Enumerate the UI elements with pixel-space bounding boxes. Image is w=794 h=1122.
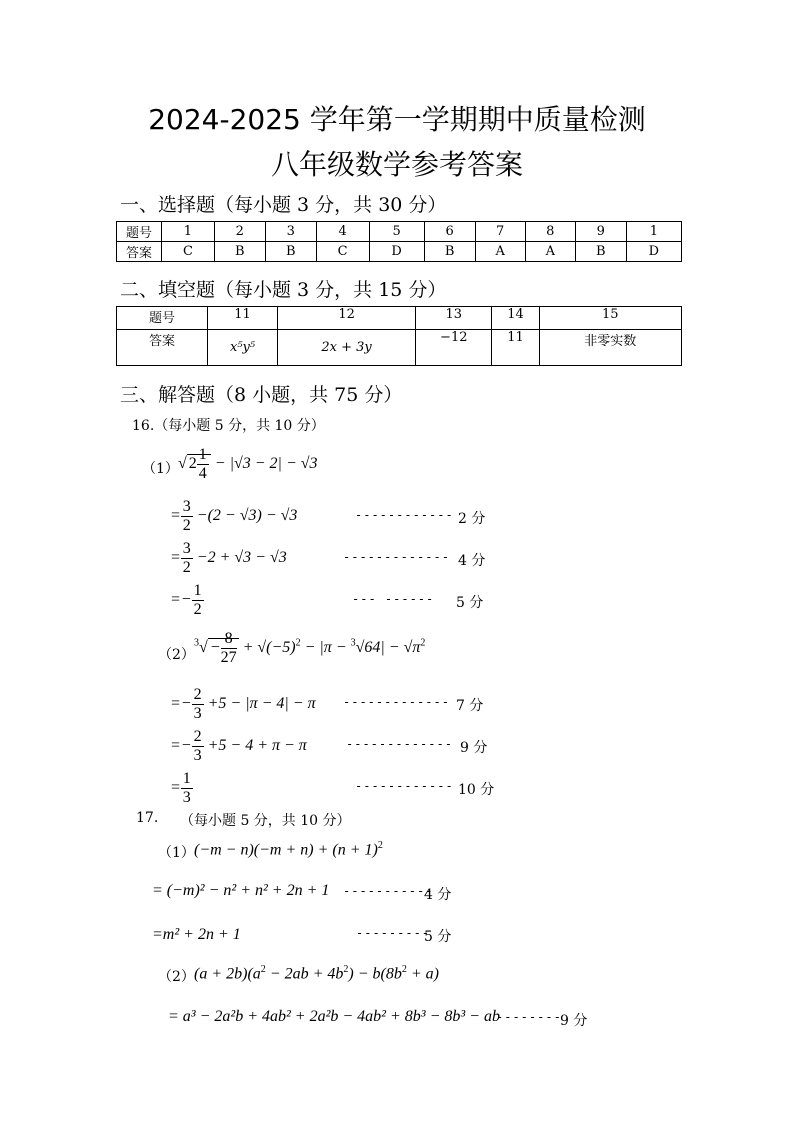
table-cell: 7 [475,222,525,242]
page-title: 2024-2025 学年第一学期期中质量检测 [148,103,646,136]
q16-header: 16.（每小题 5 分，共 10 分） [132,418,325,434]
score-mark: 5 分 [424,929,452,945]
q17-p2-expression: $(a + 2b)(a^2 - 2ab + 4b^2) - b(8b^2 + a)$ [194,964,439,983]
score-dashes: ------------ [355,508,454,522]
fill-number-row [117,307,682,330]
table-cell: B [424,242,475,262]
score-mark: 7 分 [456,698,484,714]
score-mark: 2 分 [458,511,486,527]
table-cell: 2 [214,222,265,242]
q16-p2-step1: =− $\frac{2}{3}$ +5 − |π − 4| − π [170,686,316,722]
q17-part1-label: （1） [158,845,195,861]
score-dashes: -------- [496,1010,562,1024]
table-cell: 15 [539,307,681,330]
q17-header: （每小题 5 分，共 10 分） [180,813,351,829]
row-label: 答案 [117,242,162,262]
table-cell: A [525,242,575,262]
q17-p1-step2: =m² + 2n + 1 [152,926,241,943]
table-cell: 1 [162,222,215,242]
table-cell: x⁵y⁵ [208,330,278,366]
table-cell: 11 [492,330,539,366]
table-cell: B [214,242,265,262]
table-cell: 2x + 3y [278,330,416,366]
table-cell: C [162,242,215,262]
choice-answer-table [116,221,682,262]
row-label: 题号 [117,222,162,242]
section2-heading: 二、填空题（每小题 3 分，共 15 分） [120,279,447,301]
row-label: 题号 [117,307,208,330]
table-cell: 5 [369,222,424,242]
score-dashes: ----------- [343,884,434,898]
table-cell: 3 [265,222,316,242]
table-cell: 13 [416,307,492,330]
q16-p1-step2: = $\frac{3}{2}$ −2 + √3 − √3 [170,540,287,576]
fill-answer-row [117,330,682,366]
page-subtitle: 八年级数学参考答案 [270,148,523,181]
score-dashes: ------------- [346,737,453,751]
score-mark: 4 分 [458,553,486,569]
table-cell: 11 [208,307,278,330]
table-cell: D [626,242,681,262]
table-cell: 8 [525,222,575,242]
score-dashes: ------------- [343,550,450,564]
q16-p1-expression: √ 2 $\frac{1}{4}$ − |√3 − 2| − √3 [178,446,318,482]
q16-p2-step3: = $\frac{1}{3}$ [170,770,191,806]
section3-heading: 三、解答题（8 小题，共 75 分） [120,384,403,406]
score-dashes: --------- [356,926,431,940]
q16-part1-label: （1） [142,461,179,477]
score-mark: 4 分 [424,887,452,903]
score-mark: 9 分 [460,740,488,756]
q17-p1-expression: $(-m - n)(-m + n) + (n + 1)^2$ [194,840,383,859]
q17-p1-step1: = (−m)² − n² + n² + 2n + 1 [152,882,330,899]
choice-answer-row [117,242,682,262]
table-cell: 12 [278,307,416,330]
table-cell: C [316,242,369,262]
q16-p1-step3: =− $\frac{1}{2}$ [170,582,202,618]
table-cell: 14 [492,307,539,330]
table-cell: 4 [316,222,369,242]
section1-heading: 一、选择题（每小题 3 分，共 30 分） [120,194,447,216]
table-cell: B [575,242,626,262]
q17-number: 17. [136,810,159,826]
score-mark: 10 分 [458,782,495,798]
table-cell: 6 [424,222,475,242]
score-dashes: ------------ [355,779,454,793]
table-cell: 1 [626,222,681,242]
score-mark: 5 分 [456,595,484,611]
choice-number-row [117,222,682,242]
score-mark: 9 分 [560,1013,588,1029]
table-cell: D [369,242,424,262]
score-dashes: ------------- [343,695,450,709]
fill-answer-table [116,306,682,366]
table-cell: 9 [575,222,626,242]
q16-part2-label: （2） [158,647,195,663]
q16-p2-expression: $^3$√ − $\frac{8}{27}$ + $√(-5)^2 - |\pi - ^3√64| - √\pi^2$ [194,630,426,666]
table-cell: 非零实数 [539,330,681,366]
q16-p1-step1: = $\frac{3}{2}$ −(2 − √3) − √3 [170,498,298,534]
q17-p2-step1: = a³ − 2a²b + 4ab² + 2a²b − 4ab² + 8b³ − 8b³ − ab [168,1008,500,1025]
table-cell: A [475,242,525,262]
table-cell: B [265,242,316,262]
table-cell: −12 [416,330,492,366]
q17-part2-label: （2） [158,969,195,985]
score-dashes: --- ------ [352,592,435,606]
q16-p2-step2: =− $\frac{2}{3}$ +5 − 4 + π − π [170,728,307,764]
row-label: 答案 [117,330,208,366]
